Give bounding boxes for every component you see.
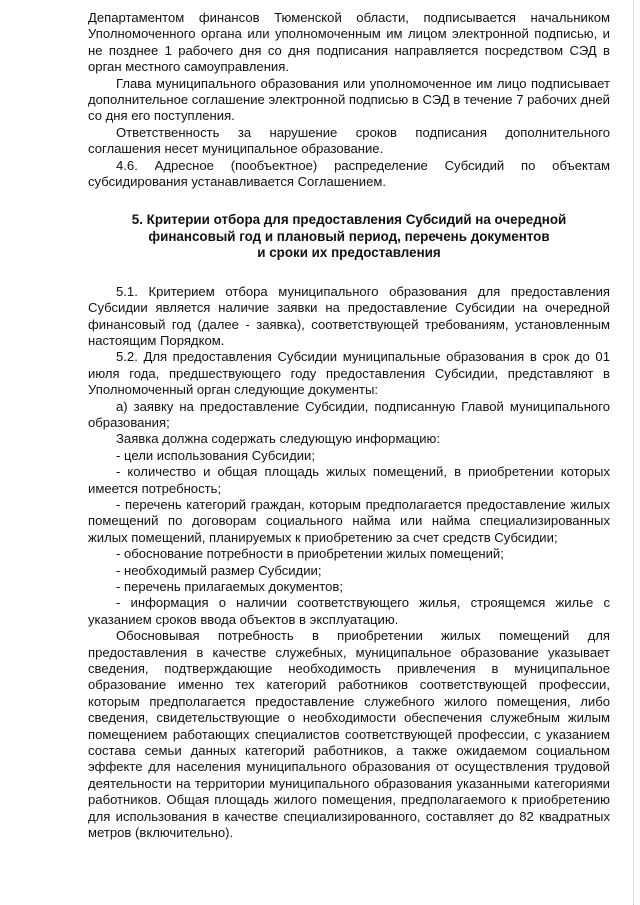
application-intro: Заявка должна содержать следующую информацию: <box>116 431 441 447</box>
application-item: - обоснование потребности в приобретении жилых помещений; <box>116 546 504 562</box>
paragraph-continuation: Департаментом финансов Тюменской области, подписывается начальником Уполномоченного органа или уполномоченным им лицом электронной подписью, и не позднее 1 рабочего дня со дня подписания направляется посредством СЭД в орган местного самоуправления. <box>88 10 610 75</box>
scan-edge-line <box>632 0 634 905</box>
section-5-heading-line: финансовый год и плановый период, перечень документов <box>148 228 550 244</box>
section-5-heading-line: 5. Критерии отбора для предоставления Субсидий на очередной <box>131 212 567 228</box>
paragraph-responsibility: Ответственность за нарушение сроков подписания дополнительного соглашения несет муниципальное образование. <box>88 124 610 157</box>
application-item: - необходимый размер Субсидии; <box>116 562 322 578</box>
application-item: - цели использования Субсидии; <box>116 447 315 463</box>
paragraph-justification: Обосновывая потребность в приобретении жилых помещений для предоставления в качестве служебных, муниципальное образование указывает сведения, подтверждающие необходимость привлечения в муниципальное образование именно тех категорий работников соответствующей профессии, которым предполагается предоставление служебного жилого помещения, либо сведения, свидетельствующие о необходимости обеспечения служебным жилым помещением работающих специалистов соответствующей профессии, с указанием состава семьи данных категорий работников, а также ожидаемом социальном эффекте для населения муниципального образования от осуществления трудовой деятельности на территории муниципального образования указанными категориями работников. Общая площадь жилого помещения, предполагаемого к приобретению для использования в качестве специализированного, составляет до 82 квадратных метров (включительно). <box>88 628 610 841</box>
application-item: - перечень категорий граждан, которым предполагается предоставление жилых помещений по договорам социального найма или найма специализированных жилых помещений, планируемых к приобретению за счет средств Субсидии; <box>88 496 610 545</box>
paragraph-4-6: 4.6. Адресное (пообъектное) распределение Субсидий по объектам субсидирования устанавливается Соглашением. <box>88 157 610 190</box>
application-item: - перечень прилагаемых документов; <box>116 579 343 594</box>
section-5-heading <box>88 212 610 261</box>
section-5-heading-line: и сроки их предоставления <box>257 245 441 261</box>
paragraph-5-2: 5.2. Для предоставления Субсидии муниципальные образования в срок до 01 июля года, предшествующего году предоставления Субсидии, представляют в Уполномоченный орган следующие документы: <box>88 349 610 398</box>
application-item: - информация о наличии соответствующего жилья, строящемся жилье с указанием сроков ввода объектов в эксплуатацию. <box>88 595 610 627</box>
application-item: - количество и общая площадь жилых помещений, в приобретении которых имеется потребность; <box>88 464 610 496</box>
paragraph-5-1: 5.1. Критерием отбора муниципального образования для предоставления Субсидии является наличие заявки на предоставление Субсидии на очередной финансовый год (далее - заявка), соответствующей требованиям, установленным настоящим Порядком. <box>88 283 610 348</box>
paragraph-head-signature: Глава муниципального образования или уполномоченное им лицо подписывает дополнительное соглашение электронной подписью в СЭД в течение 7 рабочих дней со дня его поступления. <box>88 75 610 124</box>
item-a: а) заявку на предоставление Субсидии, подписанную Главой муниципального образования; <box>88 398 610 430</box>
